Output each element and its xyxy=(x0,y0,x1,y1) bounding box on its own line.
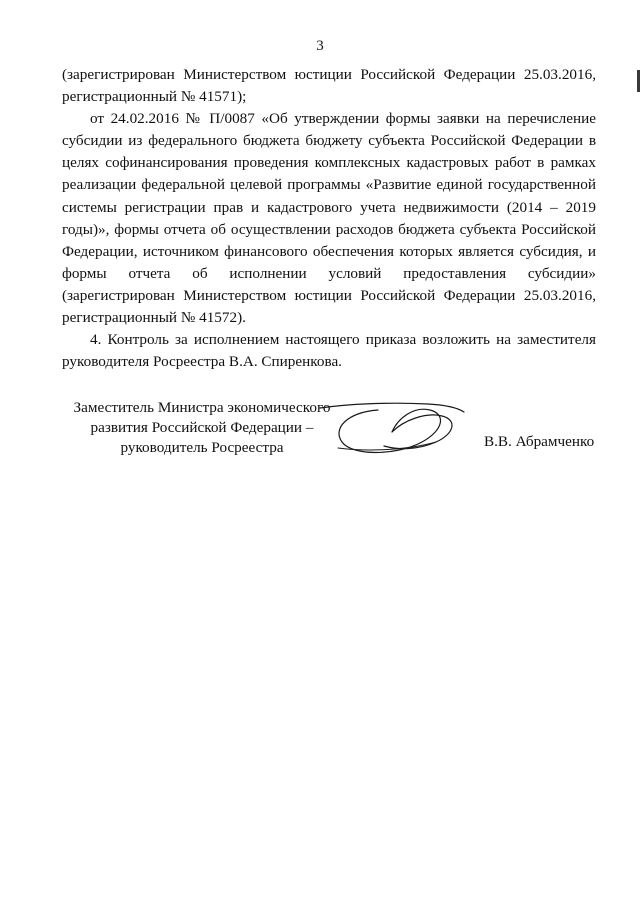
paragraph-control-clause: 4. Контроль за исполнением настоящего приказа возложить на заместителя руководителя Росреестра В.А. Спиренкова. xyxy=(62,331,596,371)
paragraph-order-p0087: от 24.02.2016 № П/0087 «Об утверждении формы заявки на перечисление субсидии из федерального бюджета бюджету субъекта Российской Федерации в целях софинансирования проведения комплексных кадастровых работ в рамках реализации федеральной целевой программы «Развитие единой государственной системы регистрации прав и кадастрового учета недвижимости (2014 – 2019 годы)», формы отчета об осуществлении расходов бюджета субъекта Российской Федерации, источником финансового обеспечения которых является субсидия, и формы отчета об исполнении условий предоставления субсидии» (зарегистрирован Министерством юстиции Российской Федерации 25.03.2016, регистрационный № 41572). xyxy=(62,110,596,327)
handwritten-signature xyxy=(318,398,468,460)
signatory-title-line-2: развития Российской Федерации – xyxy=(90,419,314,436)
paragraph-registration-41571: (зарегистрирован Министерством юстиции Российской Федерации 25.03.2016, регистрационный № 41571); xyxy=(62,66,596,106)
document-body xyxy=(62,64,596,373)
signatory-title-line-1: Заместитель Министра экономического xyxy=(73,399,331,416)
signatory-name: В.В. Абрамченко xyxy=(484,433,595,450)
signatory-title xyxy=(62,398,342,458)
page-number: 3 xyxy=(316,38,324,54)
signatory-title-line-3: руководитель Росреестра xyxy=(120,439,284,456)
